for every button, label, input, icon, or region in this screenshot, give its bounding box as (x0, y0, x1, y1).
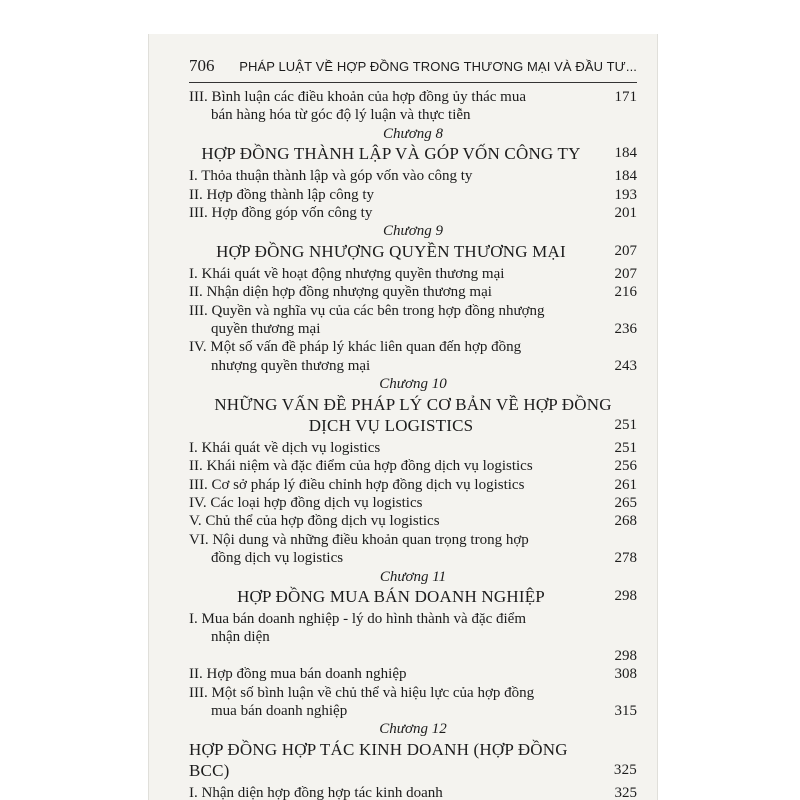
toc-entry: I. Thỏa thuận thành lập và góp vốn vào công ty 184 (189, 168, 637, 185)
toc-page-number: 325 (613, 761, 637, 778)
toc-page-number: 184 (614, 168, 637, 185)
toc-page-number: 261 (614, 476, 637, 493)
toc-page-number: 193 (614, 186, 637, 203)
toc-entry: I. Mua bán doanh nghiệp - lý do hình thành và đặc điểm nhận diện 298 (189, 610, 637, 664)
toc-entry: VI. Nội dung và những điều khoản quan trọng trong hợp đồng dịch vụ logistics 278 (189, 531, 637, 567)
toc-page-number: 256 (614, 458, 637, 475)
toc-entry: IV. Các loại hợp đồng dịch vụ logistics 265 (189, 494, 637, 511)
chapter-title: HỢP ĐỒNG NHƯỢNG QUYỀN THƯƠNG MẠI 207 (216, 241, 637, 261)
toc-page-number: 251 (614, 416, 637, 433)
chapter-label: Chương 8 (383, 125, 443, 142)
toc-page-number: 278 (614, 550, 637, 567)
toc-page-number: 265 (614, 494, 637, 511)
toc-entry: I. Khái quát về hoạt động nhượng quyền thương mại 207 (189, 265, 637, 282)
chapter-title: HỢP ĐỒNG THÀNH LẬP VÀ GÓP VỐN CÔNG TY 184 (201, 144, 637, 164)
toc-page-number: 207 (614, 265, 637, 282)
toc-entry: V. Chủ thể của hợp đồng dịch vụ logistics 268 (189, 513, 637, 530)
toc-entry: III. Cơ sở pháp lý điều chỉnh hợp đồng dịch vụ logistics 261 (189, 476, 637, 493)
toc-entry: II. Khái niệm và đặc điểm của hợp đồng dịch vụ logistics 256 (189, 458, 637, 475)
toc-entry: II. Nhận diện hợp đồng nhượng quyền thương mại 216 (189, 284, 637, 301)
toc-entry: II. Hợp đồng mua bán doanh nghiệp 308 (189, 666, 637, 683)
toc-entry: III. Quyền và nghĩa vụ của các bên trong hợp đồng nhượng quyền thương mại 236 (189, 302, 637, 338)
page-header (189, 52, 637, 83)
page-number: 706 (189, 56, 215, 75)
table-of-contents (189, 88, 637, 800)
toc-entry: III. Một số bình luận về chủ thể và hiệu lực của hợp đồng mua bán doanh nghiệp 315 (189, 684, 637, 719)
toc-page-number: 298 (614, 647, 637, 664)
chapter-label: Chương 11 (379, 568, 447, 585)
toc-page-number: 216 (614, 284, 637, 301)
toc-page-number: 243 (614, 357, 637, 374)
chapter-title: HỢP ĐỒNG MUA BÁN DOANH NGHIỆP 298 (237, 586, 637, 606)
running-title: PHÁP LUẬT VỀ HỢP ĐỒNG TRONG THƯƠNG MẠI VÀ ĐẦU TƯ... (239, 59, 637, 74)
toc-page-number: 171 (614, 89, 637, 106)
toc-page-number: 298 (614, 587, 637, 604)
toc-entry: III. Bình luận các điều khoản của hợp đồng ủy thác mua bán hàng hóa từ góc độ lý luận và thực tiễn 171 (189, 89, 637, 124)
toc-page-number: 207 (614, 242, 637, 259)
toc-page-number: 251 (614, 439, 637, 456)
toc-page-number: 308 (614, 666, 637, 683)
chapter-title: NHỮNG VẤN ĐỀ PHÁP LÝ CƠ BẢN VỀ HỢP ĐỒNG (214, 394, 612, 414)
toc-entry: II. Hợp đồng thành lập công ty 193 (189, 186, 637, 203)
toc-entry: I. Khái quát về dịch vụ logistics 251 (189, 439, 637, 456)
chapter-title: DỊCH VỤ LOGISTICS 251 (308, 415, 637, 435)
toc-page-number: 236 (614, 321, 637, 338)
toc-page-number: 184 (614, 145, 637, 162)
toc-page-number: 325 (614, 784, 637, 800)
toc-entry: I. Nhận diện hợp đồng hợp tác kinh doanh 325 (189, 784, 637, 800)
book-page (148, 34, 658, 800)
chapter-title: HỢP ĐỒNG HỢP TÁC KINH DOANH (HỢP ĐỒNG BCC) 325 (189, 739, 637, 780)
toc-page-number: 315 (614, 702, 637, 719)
chapter-label: Chương 12 (379, 721, 447, 738)
toc-entry: III. Hợp đồng góp vốn công ty 201 (189, 205, 637, 222)
toc-page-number: 201 (614, 205, 637, 222)
chapter-label: Chương 10 (379, 376, 447, 393)
chapter-label: Chương 9 (383, 223, 443, 240)
toc-entry: IV. Một số vấn đề pháp lý khác liên quan đến hợp đồng nhượng quyền thương mại 243 (189, 339, 637, 374)
toc-page-number: 268 (614, 513, 637, 530)
